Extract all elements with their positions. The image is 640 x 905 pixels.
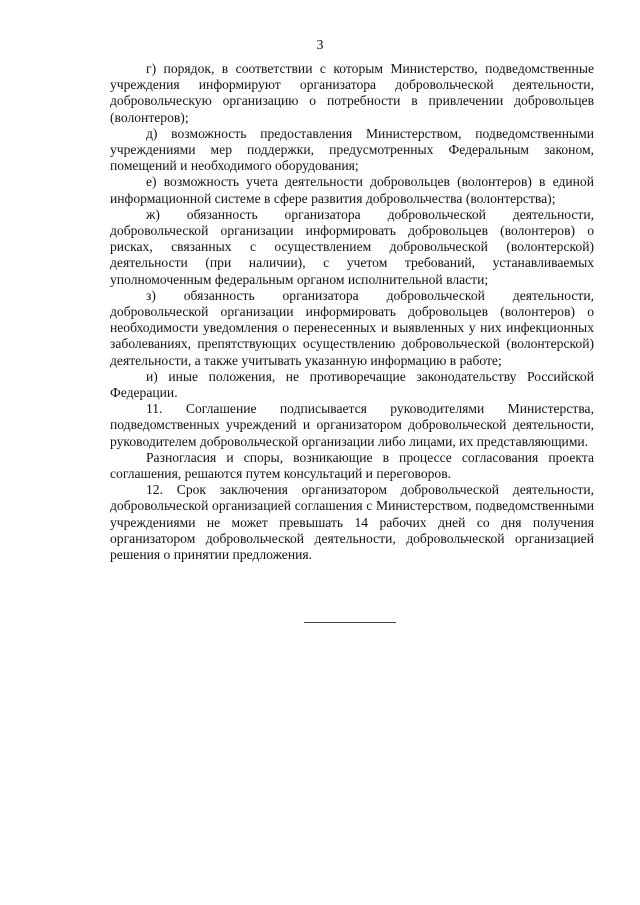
paragraph-item-d: д) возможность предоставления Министерством, подведомственными учреждениями мер поддержки, предусмотренных Федеральным законом, помещений и необходимого оборудования;: [110, 125, 594, 174]
paragraph-disputes: Разногласия и споры, возникающие в процессе согласования проекта соглашения, решаются путем консультаций и переговоров.: [110, 449, 594, 482]
paragraph-clause-11: 11. Соглашение подписывается руководителями Министерства, подведомственных учреждений и организатором добровольческой деятельности, руководителем добровольческой организации либо лицами, их представляющими.: [110, 401, 594, 449]
end-divider: [304, 622, 396, 623]
paragraph-item-z: з) обязанность организатора добровольческой деятельности, добровольческой организации информировать добровольцев (волонтеров) о необходимости уведомления о перенесенных и выявленных у них инфекционных заболеваниях, препятствующих осуществлению добровольческой (волонтерской) деятельности, а также учитывать указанную информацию в работе;: [110, 287, 594, 368]
page-number: 3: [316, 38, 324, 53]
paragraph-clause-12: 12. Срок заключения организатором добровольческой деятельности, добровольческой организацией соглашения с Министерством, подведомственными учреждениями не может превышать 14 рабочих дней со дня получения организатором добровольческой деятельности, добровольческой организацией решения о принятии предложения.: [110, 482, 594, 563]
paragraph-item-i: и) иные положения, не противоречащие законодательству Российской Федерации.: [110, 368, 594, 401]
paragraph-item-g: г) порядок, в соответствии с которым Министерство, подведомственные учреждения информируют организатора добровольческой деятельности, добровольческую организацию о потребности в привлечении добровольцев (волонтеров);: [110, 61, 594, 125]
paragraph-item-e: е) возможность учета деятельности добровольцев (волонтеров) в единой информационной системе в сфере развития добровольчества (волонтерства);: [110, 174, 594, 206]
paragraph-item-zh: ж) обязанность организатора добровольческой деятельности, добровольческой организации информировать добровольцев (волонтеров) о рисках, связанных с осуществлением добровольческой (волонтерской) деятельности (при наличии), с учетом требований, устанавливаемых уполномоченным федеральным органом исполнительной власти;: [110, 206, 594, 287]
document-body: [110, 61, 594, 563]
